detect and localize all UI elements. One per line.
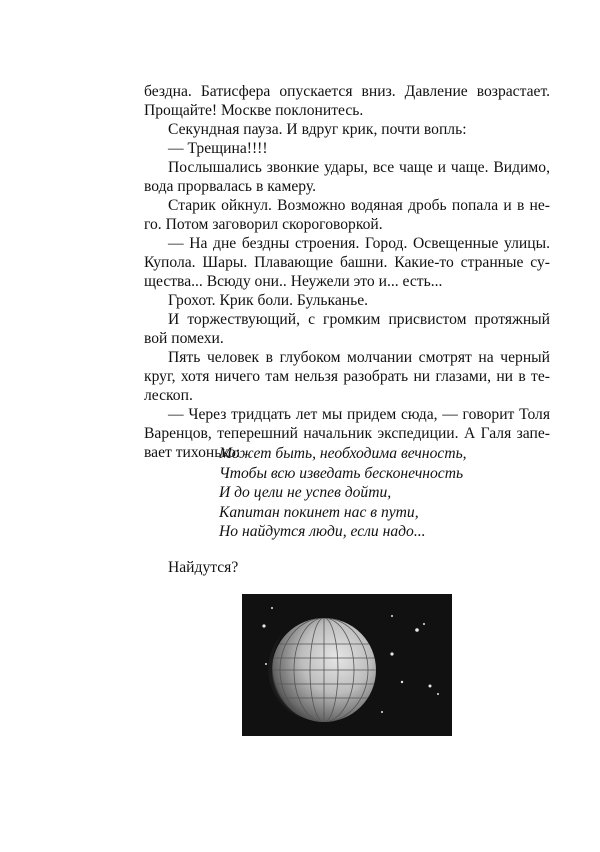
star: [437, 693, 439, 695]
poem-line: И до цели не успев дойти,: [219, 484, 392, 502]
poem-line: Может быть, необходима вечность,: [219, 445, 467, 462]
text-line: го. Потом заговорил скороговоркой.: [144, 216, 383, 233]
star: [390, 652, 393, 655]
star: [423, 623, 425, 625]
text-line: Старик ойкнул. Возможно водяная дробь попала и в не-: [168, 197, 550, 214]
star: [429, 685, 432, 688]
text-line: круг, хотя ничего там нельзя разобрать ни глазами, ни в те-: [144, 368, 550, 385]
poem-line: Капитан покинет нас в пути,: [219, 503, 419, 521]
text-line: вает тихонько:: [144, 444, 241, 461]
text-line: щества... Всюду они.. Неужели это и... есть...: [144, 273, 443, 290]
poem-stanza: [219, 444, 467, 542]
star: [271, 607, 273, 609]
text-line: бездна. Батисфера опускается вниз. Давление возрастает.: [144, 83, 550, 100]
body-text: [144, 82, 550, 462]
text-line: — На дне бездны строения. Город. Освещенные улицы.: [168, 235, 550, 252]
text-line: Секундная пауза. И вдруг крик, почти вопль:: [168, 121, 467, 138]
star: [262, 624, 265, 627]
star: [265, 663, 267, 665]
text-line: Пять человек в глубоком молчании смотрят на черный: [168, 349, 550, 366]
text-line: Грохот. Крик боли. Бульканье.: [168, 292, 369, 309]
star: [401, 681, 403, 683]
poem-line: Но найдутся люди, если надо...: [219, 523, 426, 541]
closing-question: Найдутся?: [168, 559, 239, 576]
text-line: — Через тридцать лет мы придем сюда, — говорит Толя: [168, 406, 550, 423]
text-line: лескоп.: [144, 387, 193, 404]
text-line: вода прорвалась в камеру.: [144, 178, 316, 195]
text-line: Купола. Шары. Плавающие башни. Какие-то странные су-: [144, 254, 550, 271]
text-line: вой помехи.: [144, 330, 224, 347]
planet-drawing: [242, 594, 452, 736]
star: [391, 615, 393, 617]
text-line: Прощайте! Москве поклонитесь.: [144, 102, 364, 119]
planet-illustration: [242, 594, 452, 736]
text-line: Варенцов, теперешний начальник экспедиции. А Галя запе-: [144, 425, 550, 442]
star: [381, 711, 383, 713]
text-line: И торжествующий, с громким присвистом протяжный: [168, 311, 550, 328]
poem-line: Чтобы всю изведать бесконечность: [219, 464, 464, 482]
text-line: — Трещина!!!!: [168, 140, 268, 157]
star: [415, 628, 419, 632]
text-line: Послышались звонкие удары, все чаще и чаще. Видимо,: [168, 159, 550, 176]
